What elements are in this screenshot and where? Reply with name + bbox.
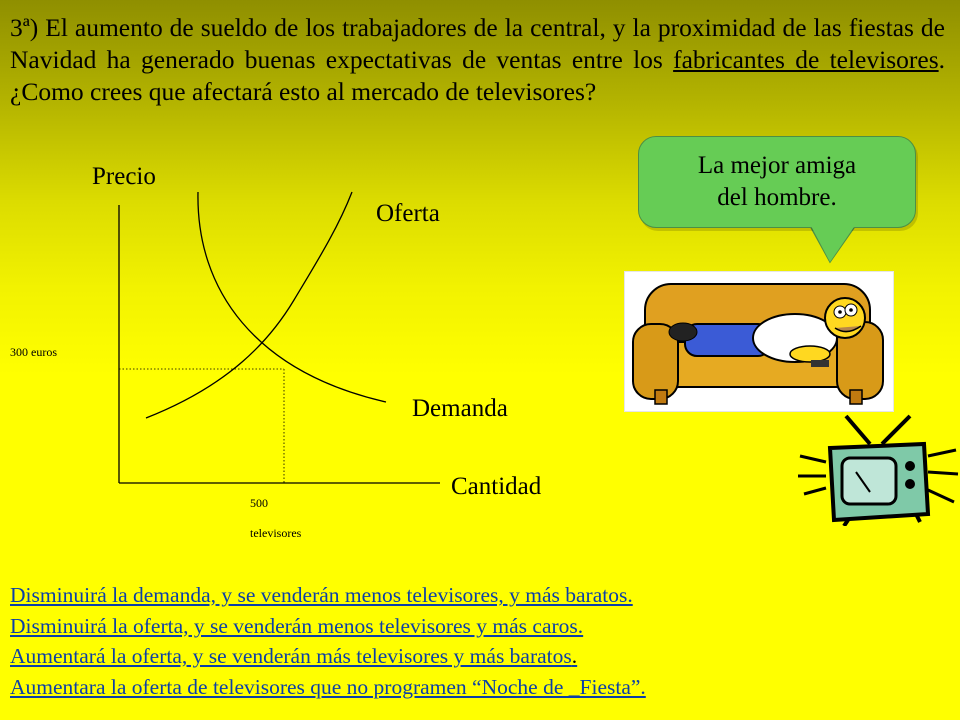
speech-bubble <box>638 136 916 228</box>
demand-curve <box>146 192 352 418</box>
speech-bubble-tail <box>808 222 858 262</box>
supply-label: Oferta <box>376 200 440 227</box>
question-part-1: 3ª) El aumento de sueldo de los trabajadores de la central, y la proximidad de las fiestas de Navidad ha generado buenas expectativas de ventas entre los <box>10 13 945 74</box>
cartoon-tv-icon <box>798 414 960 531</box>
speech-bubble-line-2: del hombre. <box>717 184 837 211</box>
question-part-2: . ¿Como crees que afectará esto al mercado de televisores? <box>10 45 945 106</box>
price-tick-label: 300 euros <box>10 345 57 359</box>
y-axis-label: Precio <box>92 163 156 190</box>
answer-option-3[interactable]: Aumentará la oferta, y se venderán más televisores y más baratos. <box>10 644 578 668</box>
question-underlined: fabricantes de televisores <box>673 45 939 74</box>
quantity-tick-unit: televisores <box>250 526 302 540</box>
answer-options <box>10 580 646 702</box>
speech-bubble-line-1: La mejor amiga <box>697 152 857 179</box>
answer-option-4[interactable]: Aumentara la oferta de televisores que no programen “Noche de _Fiesta”. <box>10 674 646 699</box>
supply-curve <box>198 192 386 402</box>
x-axis-label: Cantidad <box>451 473 542 500</box>
homer-on-couch-image <box>624 271 894 412</box>
answer-option-1[interactable]: Disminuirá la demanda, y se venderán menos televisores, y más baratos. <box>10 583 633 607</box>
demand-label: Demanda <box>412 395 508 422</box>
answer-option-2[interactable]: Disminuirá la oferta, y se venderán menos televisores y más caros. <box>10 613 584 638</box>
quantity-tick-value: 500 <box>250 496 268 510</box>
